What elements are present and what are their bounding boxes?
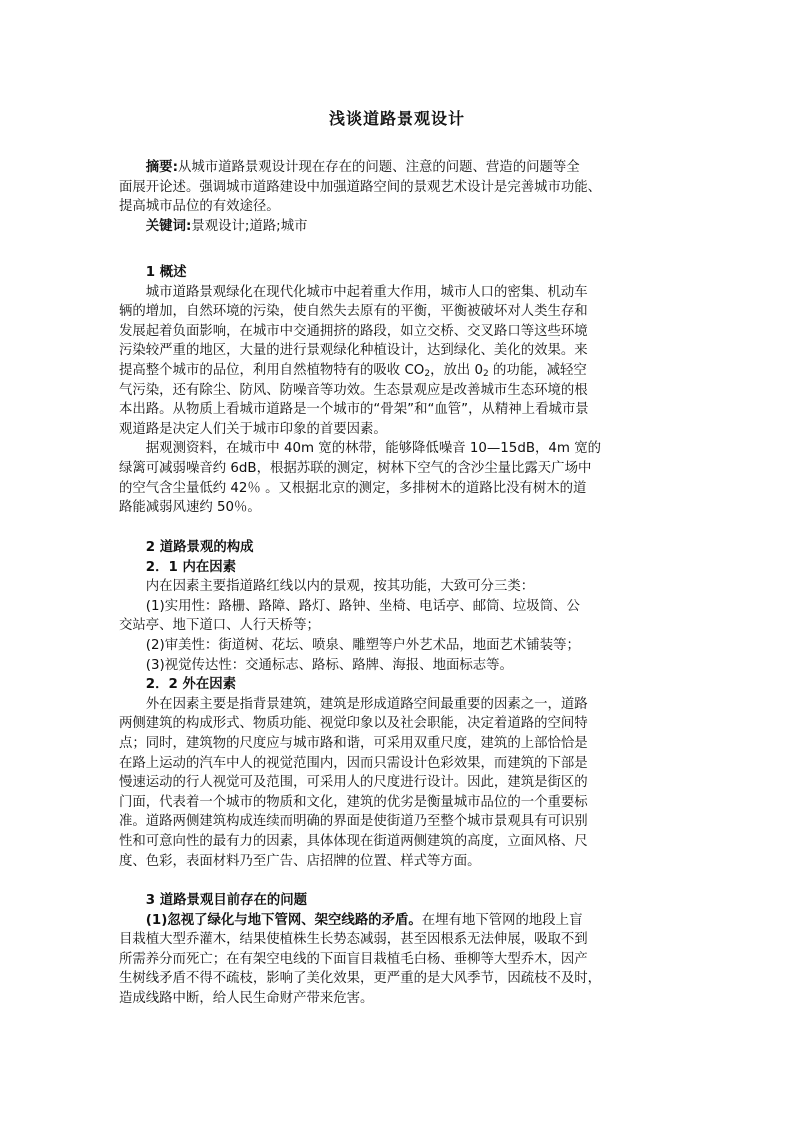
paragraph-line: 外在因素主要是指背景建筑，建筑是形成道路空间最重要的因素之一，道路 [145,696,588,712]
list-item: (1)实用性：路栅、路障、路灯、路钟、坐椅、电话亭、邮筒、垃圾筒、公 [145,598,580,614]
section-heading: 3 道路景观目前存在的问题 [145,893,308,908]
paragraph-line-with-formula [119,361,685,381]
paragraph-line: 准。道路两侧建筑构成连续而明确的界面是使街道乃至整个城市景观具有可识别 [119,814,588,830]
paragraph-line: 生树线矛盾不得不疏枝，影响了美化效果，更严重的是大风季节，因疏枝不及时， [119,971,602,987]
paragraph-line: 所需养分而死亡；在有架空电线的下面盲目栽植毛白杨、垂柳等大型乔木，因产 [119,951,588,967]
paragraph-line: 绿篱可减弱噪音约 6dB，根据苏联的测定，树林下空气的含沙尘量比露天广场中 [119,460,592,476]
item-heading: (1)忽视了绿化与地下管网、架空线路的矛盾。 [145,912,422,928]
section-heading: 2 道路景观的构成 [145,540,254,555]
paragraph-line: 据观测资料，在城市中 40m 宽的林带，能够降低噪音 10—15dB，4m 宽的 [145,441,601,457]
paragraph-line: 发展起着负面影响，在城市中交通拥挤的路段，如立交桥、交叉路口等这些环境 [119,323,588,339]
paragraph-line: 的空气含尘量低约 42％ 。又根据北京的测定，多排树木的道路比没有树木的道 [119,480,587,496]
text-segment: 的功能，减轻空 [488,362,587,378]
text-segment: ，放出 0 [430,362,484,378]
paragraph-line: 污染较严重的地区，大量的进行景观绿化种植设计，达到绿化、美化的效果。来 [119,343,588,359]
text-segment: 提高整个城市的品位，利用自然植物特有的吸收 CO [119,362,425,378]
paragraph-line: 点；同时，建筑物的尺度应与城市路和谐，可采用双重尺度，建筑的上部恰恰是 [119,735,588,751]
paragraph-line: 气污染，还有除尘、防风、防噪音等功效。生态景观应是改善城市生态环境的根 [119,382,588,398]
paragraph-line: 度、色彩，表面材料乃至广告、店招牌的位置、样式等方面。 [119,853,481,869]
paragraph-line: 辆的增加，自然环境的污染，使自然失去原有的平衡，平衡被破坏对人类生存和 [119,304,588,320]
keywords-text: 景观设计;道路;城市 [191,218,308,234]
document-title: 浅谈道路景观设计 [328,109,465,128]
paragraph-line: 目栽植大型乔灌木，结果使植株生长势态减弱，甚至因根系无法伸展，吸取不到 [119,932,588,948]
section-3 [119,891,685,1009]
paragraph-line: 内在因素主要指道路红线以内的景观，按其功能，大致可分三类： [145,579,535,595]
keywords-label: 关键词: [145,218,192,234]
paragraph-line: 造成线路中断，给人民生命财产带来危害。 [119,990,374,1006]
list-item: (3)视觉传达性：交通标志、路标、路牌、海报、地面标志等。 [145,657,513,673]
list-item-cont: 交站亭、地下道口、人行天桥等； [119,618,320,634]
list-item: (2)审美性：街道树、花坛、喷泉、雕塑等户外艺术品，地面艺术铺装等； [145,637,580,653]
subsection-heading: 2．1 内在因素 [145,559,237,575]
paragraph-line: 路能减弱风速约 50％。 [119,500,261,516]
subsection-heading: 2．2 外在因素 [145,677,237,693]
abstract-line: 面展开论述。强调城市道路建设中加强道路空间的景观艺术设计是完善城市功能、 [119,179,602,195]
abstract-line: 从城市道路景观设计现在存在的问题、注意的问题、营造的问题等全 [177,160,580,175]
paragraph-line: 观道路是决定人们关于城市印象的首要因素。 [119,421,387,437]
section-1 [119,263,685,518]
paragraph-line: 慢速运动的行人视觉可及范围，可采用人的尺度进行设计。因此，建筑是街区的 [119,775,588,791]
paragraph-line: 在埋有地下管网的地段上盲 [421,912,583,928]
paragraph-line: 两侧建筑的构成形式、物质功能、视觉印象以及社会职能，决定着道路的空间特 [119,716,588,732]
paragraph-line: 门面，代表着一个城市的物质和文化，建筑的优劣是衡量城市品位的一个重要标 [119,794,588,810]
abstract-label: 摘要: [145,160,178,175]
paragraph-line: 性和可意向性的最有力的因素，具体体现在街道两侧建筑的高度，立面风格、尺 [119,833,588,849]
abstract [119,158,685,236]
paragraph-line: 本出路。从物质上看城市道路是一个城市的“骨架”和“血管”，从精神上看城市景 [119,402,589,418]
paragraph-line: 城市道路景观绿化在现代化城市中起着重大作用，城市人口的密集、机动车 [145,284,588,300]
section-heading: 1 概述 [145,265,187,280]
abstract-line: 提高城市品位的有效途径。 [119,199,280,215]
subscript: 2 [483,368,489,379]
subscript: 2 [424,368,431,379]
section-2 [119,538,685,871]
paragraph-line: 在路上运动的汽车中人的视觉范围内，因而只需设计色彩效果，而建筑的下部是 [119,755,588,771]
